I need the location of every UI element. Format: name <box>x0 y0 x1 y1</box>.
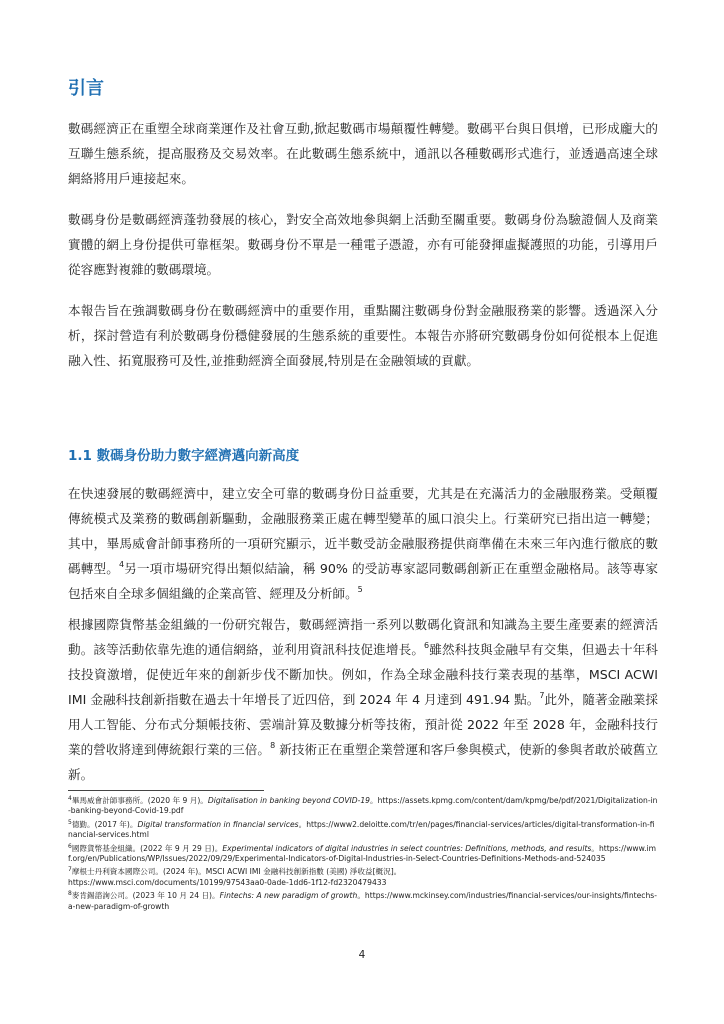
footnote-ref-4[interactable]: 4 <box>119 560 125 569</box>
footnote-title: Digitalisation in banking beyond COVID-19 <box>207 796 371 805</box>
footnote-number: 6 <box>68 842 72 850</box>
footnote-link[interactable]: https://www.msci.com/documents/10199/97543aa0-0ade-1dd6-1f12-fd2320479433 <box>68 877 387 887</box>
section-p1-text-a: 在快速發展的數碼經濟中，建立安全可靠的數碼身份日益重要，尤其是在充滿活力的金融服務業。受顛覆傳統模式及業務的數碼創新驅動，金融服務業正處在轉型變革的風口浪尖上。行業研究已指出這一轉變；其中，畢馬威會計師事務所的一項研究顯示，近半數受訪金融服務提供商準備在未來三年內進行徹底的數碼轉型。 <box>68 486 658 576</box>
footnote-source: 國際貨幣基金組織。(2022 年 9 月 29 日)。 <box>71 843 223 853</box>
intro-paragraph-3: 本報告旨在強調數碼身份在數碼經濟中的重要作用，重點關注數碼身份對金融服務業的影響。透過深入分析，探討營造有利於數碼身份穩健發展的生態系統的重要性。本報告亦將研究數碼身份如何從根本上促進融入性、拓寬服務可及性,並推動經濟全面發展,特別是在金融領域的貢獻。 <box>68 303 658 368</box>
section-paragraph-2 <box>68 612 658 787</box>
footnote-5 <box>68 820 658 841</box>
footnote-number: 5 <box>68 818 72 826</box>
footnote-6 <box>68 844 658 865</box>
footnote-8 <box>68 891 658 912</box>
footnote-source: 摩根士丹利資本國際公司。(2024 年)。MSCI ACWI IMI 金融科技創新指數 (美國) 淨收益[概況]。 <box>71 867 402 877</box>
intro-paragraph-1: 數碼經濟正在重塑全球商業運作及社會互動,掀起數碼市場顛覆性轉變。數碼平台與日俱增，已形成龐大的互聯生態系統，提高服務及交易效率。在此數碼生態系統中，通訊以各種數碼形式進行，並透過高速全球網絡將用戶連接起來。 <box>68 121 658 186</box>
footnote-title: Digital transformation in financial services <box>137 819 299 829</box>
footnote-source: 畢馬威會計師事務所。(2020 年 9 月)。 <box>71 796 208 805</box>
section-p2-text-d: 新技術正在重塑企業營運和客戶參與模式，使新的參與者敢於破舊立新。 <box>68 742 659 782</box>
footnote-link[interactable]: 。https://www2.deloitte.com/tr/en/pages/financial-services/articles/digital-transformation-in-financial-services.html <box>68 819 655 840</box>
page-heading: 引言 <box>68 78 104 99</box>
footnote-number: 8 <box>68 890 72 898</box>
footnote-link[interactable]: 。https://assets.kpmg.com/content/dam/kpmg/be/pdf/2021/Digitalization-in-banking-beyond-Covid-19.pdf <box>68 796 658 816</box>
footnote-source: 麥肯錫諮詢公司。(2023 年 10 月 24 日)。 <box>71 891 220 901</box>
footnote-4 <box>68 796 658 817</box>
footnote-ref-8[interactable]: 8 <box>270 741 276 750</box>
footnote-number: 4 <box>68 795 72 802</box>
section-p2-text-a: 根據國際貨幣基金組織的一份研究報告，數碼經濟指一系列以數碼化資訊和知識為主要生產要素的經濟活動。該等活動依靠先進的通信網絡，並利用資訊科技促進增長。 <box>68 617 658 657</box>
section-title: 1.1 數碼身份助力數字經濟邁向新高度 <box>68 448 300 464</box>
section-paragraph-1 <box>68 481 658 606</box>
footnote-divider <box>68 790 264 791</box>
footnote-ref-7[interactable]: 7 <box>539 691 545 700</box>
footnote-number: 7 <box>68 866 72 874</box>
section-p2-text-b: 雖然科技與金融早有交集，但過去十年科技投資激增，促使近年來的創新步伐不斷加快。例如，作為全球金融科技行業表現的基準，MSCI ACWI IMI 金融科技創新指數在過去十年增長了近四倍，到 2024 年 4 月達到 491.94 點。 <box>68 642 659 707</box>
page-number: 4 <box>358 949 366 961</box>
footnote-ref-6[interactable]: 6 <box>424 641 430 650</box>
intro-paragraph-2: 數碼身份是數碼經濟蓬勃發展的核心，對安全高效地參與網上活動至關重要。數碼身份為驗證個人及商業實體的網上身份提供可靠框架。數碼身份不單是一種電子憑證，亦有可能發揮虛擬護照的功能，引導用戶從容應對複雜的數碼環境。 <box>68 212 658 277</box>
footnote-7 <box>68 867 658 888</box>
footnote-link[interactable]: 。https://www.mckinsey.com/industries/financial-services/our-insights/fintechs-a-new-paradigm-of-growth <box>68 891 657 911</box>
footnote-source: 德勤。(2017 年)。 <box>71 819 138 829</box>
footnote-title: Fintechs: A new paradigm of growth <box>219 891 358 901</box>
footnote-ref-5[interactable]: 5 <box>357 585 363 594</box>
section-p2-text-c: 此外，隨著金融業採用人工智能、分布式分類帳技術、雲端計算及數據分析等技術，預計從 2022 年至 2028 年，金融科技行業的營收將達到傳統銀行業的三倍。 <box>68 692 659 757</box>
footnotes <box>68 796 658 915</box>
section-p1-text-b: 另一項市場研究得出類似結論，稱 90% 的受訪專家認同數碼創新正在重塑金融格局。該等專家包括來自全球多個組織的企業高管、經理及分析師。 <box>68 561 658 601</box>
footnote-title: Experimental indicators of digital industries in select countries: Definitions, methods, and results <box>222 843 592 853</box>
footnote-link[interactable]: 。https://www.imf.org/en/Publications/WP/Issues/2022/09/29/Experimental-Indicators-of-Digital-Industries-in-Select-Countries-Definitions-Methods-and-524035 <box>68 843 657 864</box>
